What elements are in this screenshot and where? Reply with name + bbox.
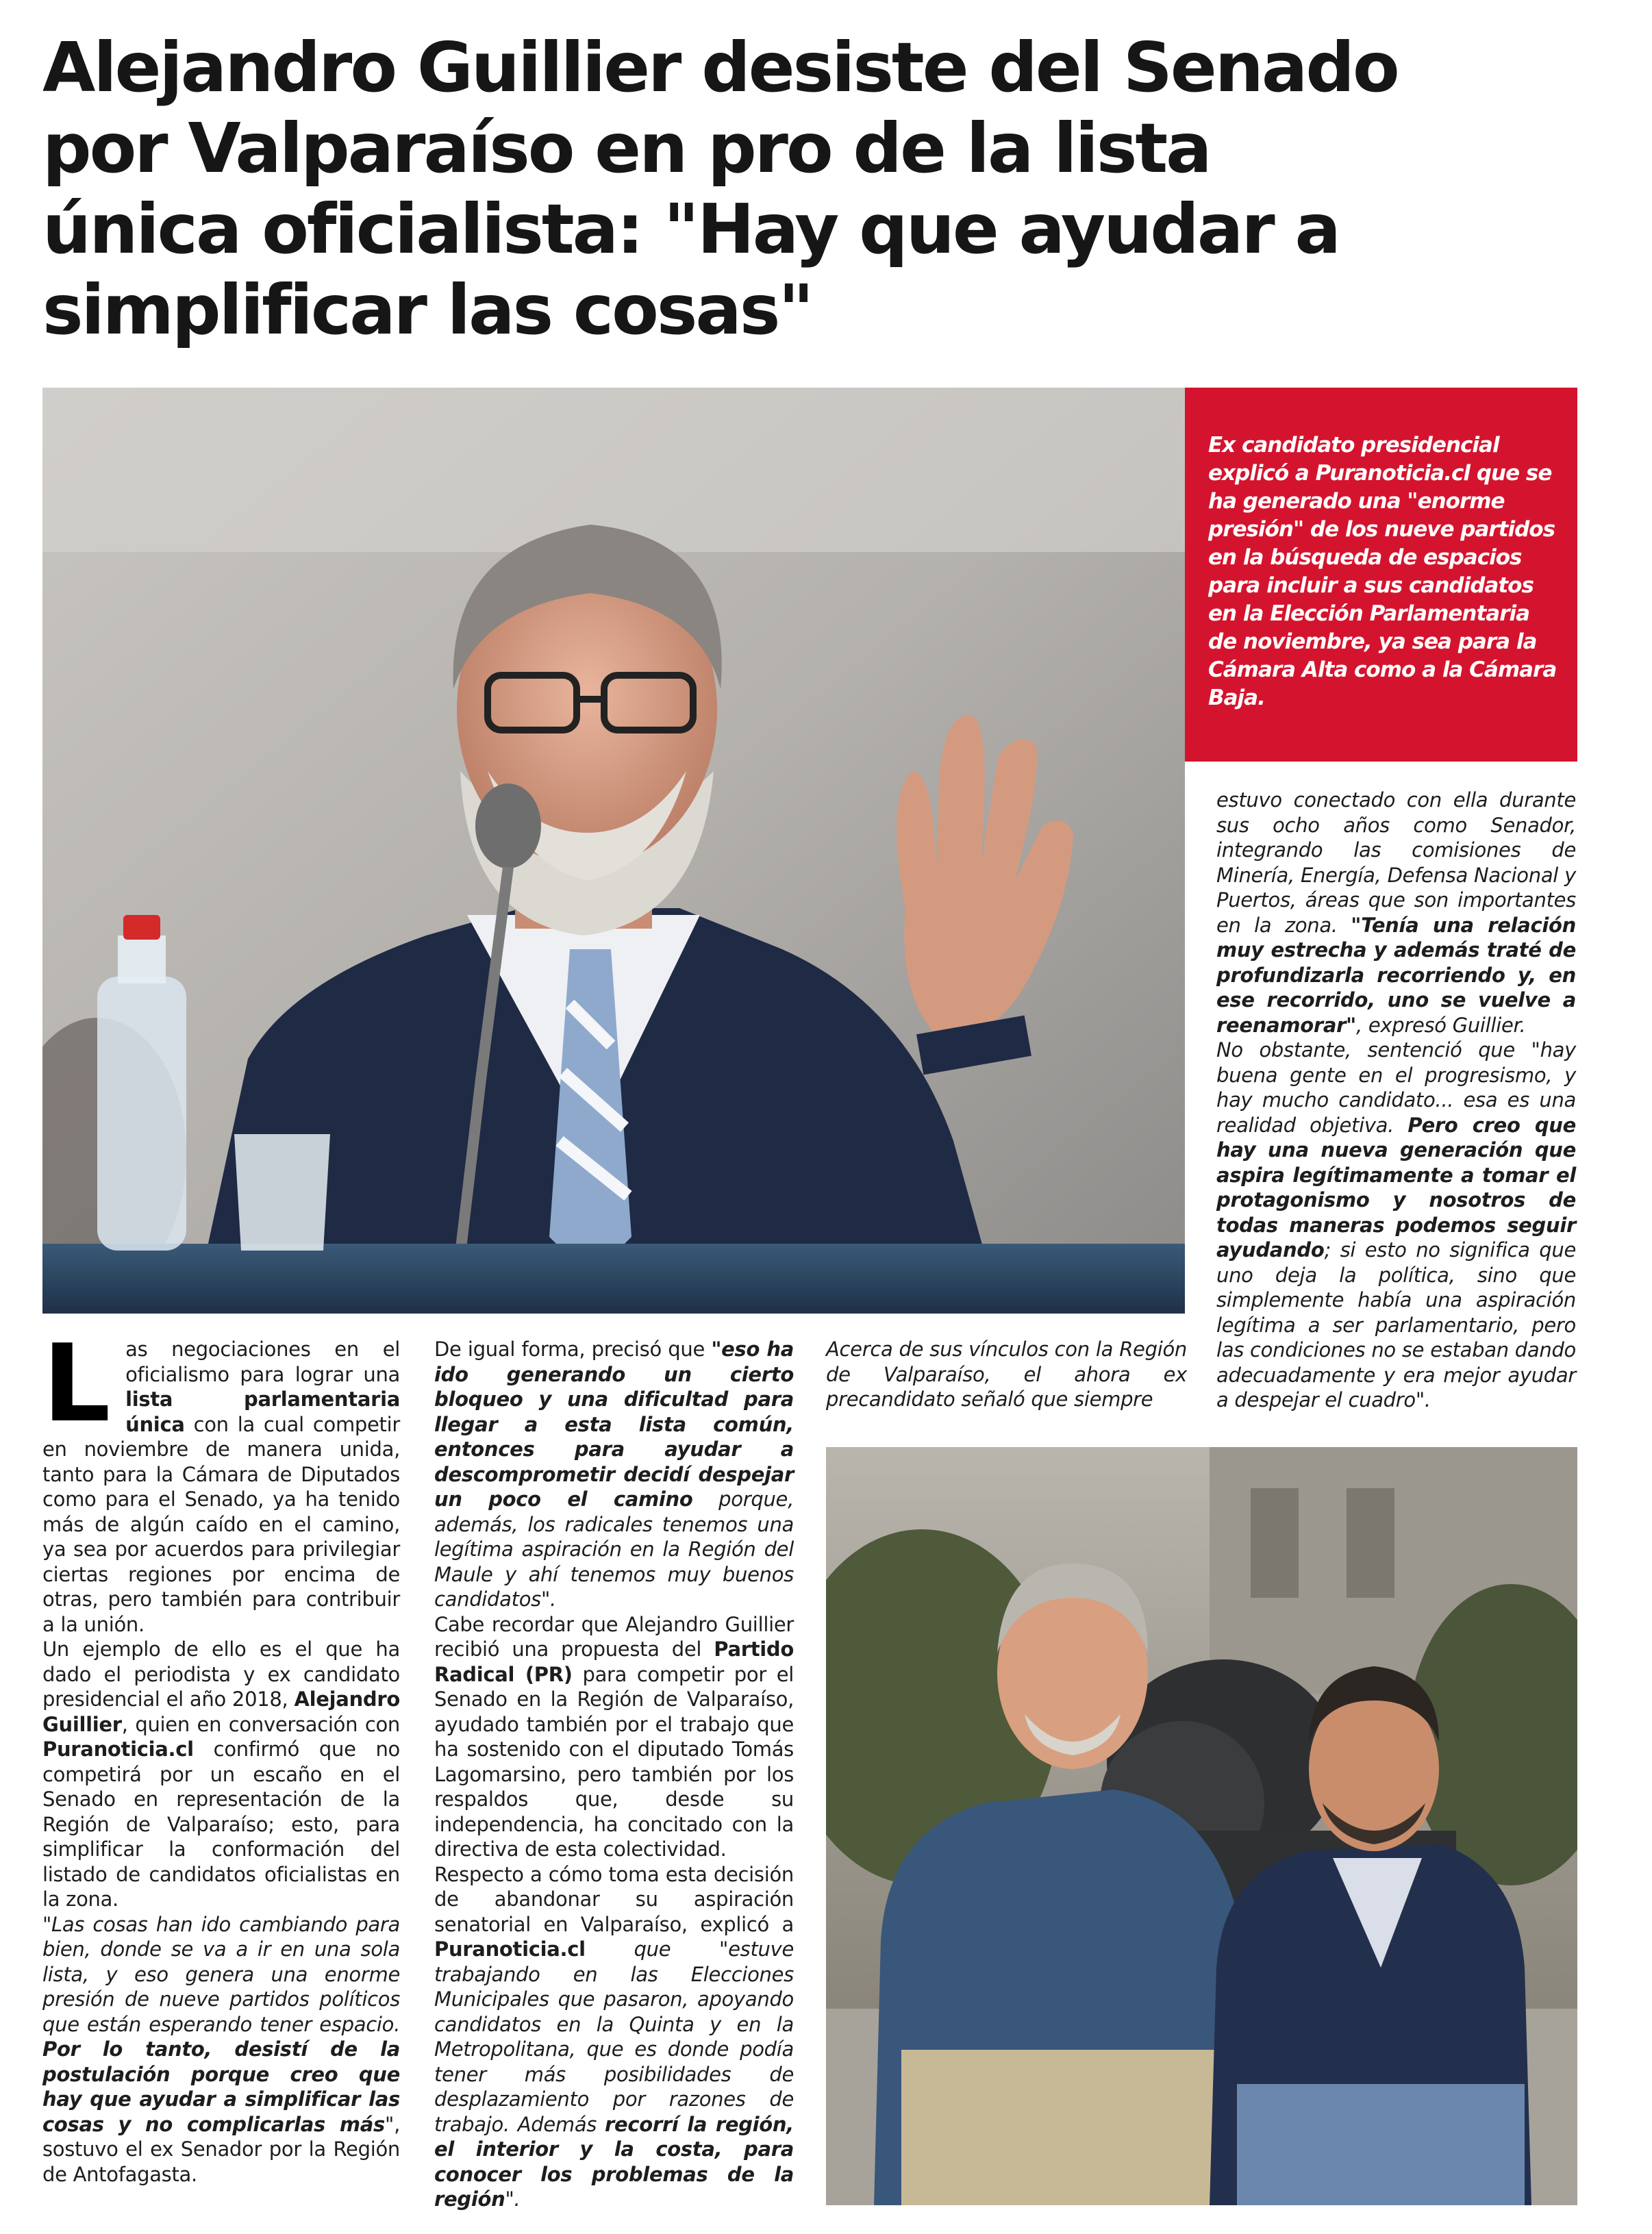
quote-run-bold: "eso ha ido generando un cierto bloqueo y una dificultad para llegar a esta lista común, entonces para ayudar a descomprometir decidí despejar un poco el camino	[434, 1338, 794, 1511]
text-run: ; si esto no significa que uno deja la política, sino que simplemente había una aspiración legítima a ser parlamentario, pero las condiciones no se estaban dando adecuadamente y era mejor ayudar a despejar el cuadro".	[1216, 1238, 1576, 1411]
paragraph-9	[1216, 1038, 1576, 1413]
text-run: Acerca de sus vínculos con la Región de Valparaíso, el ahora ex precandidato señaló que siempre	[826, 1338, 1187, 1411]
text-run: confirmó que no competirá por un escaño en el Senado en representación de la Región de Valparaíso; esto, para simplificar la conformación del listado de candidatos oficialistas en la zona.	[42, 1737, 400, 1911]
text-run: con la cual competir en noviembre de manera unida, tanto para la Cámara de Diputados como para el Senado, ya ha tenido más de algún caído en el camino, ya sea por acuerdos para privilegiar ciertas regiones por encima de otras, pero también para contribuir a la unión.	[42, 1412, 400, 1636]
paragraph-6	[434, 1862, 794, 2212]
text-run-bold: Puranoticia.cl	[42, 1737, 194, 1761]
text-run: para competir por el Senado en la Región de Valparaíso, ayudado también por el trabajo que ha sostenido con el diputado Tomás Lagomarsino, pero también por los respaldos que, desde su independencia, ha concitado con la directiva de esta colectividad.	[434, 1662, 794, 1861]
text-run-bold: Alejandro Guillier	[42, 1687, 400, 1736]
text-run-bold: lista parlamentaria única	[125, 1388, 400, 1436]
quote-run: porque, además, los radicales tenemos una legítima aspiración en la Región del Maule y ahí tenemos muy buenos candidatos".	[434, 1488, 794, 1611]
quote-run: "Las cosas han ido cambiando para bien, donde se va a ir en una sola lista, y eso genera una enorme presión de nueve partidos políticos que están esperando tener espacio.	[42, 1912, 400, 2036]
text-run: , sostuvo el ex Senador por la Región de Antofagasta.	[42, 2112, 400, 2186]
article-column-3	[826, 1337, 1187, 1412]
paragraph-3	[42, 1912, 400, 2187]
quote-run-bold: Por lo tanto, desistí de la postulación porque creo que hay que ayudar a simplificar las cosas y no complicarlas más	[42, 2037, 400, 2136]
text-run: , expresó Guillier.	[1355, 1013, 1526, 1037]
paragraph-4	[434, 1337, 794, 1612]
quote-run-bold: recorrí la región, el interior y la costa, para conocer los problemas de la región	[434, 2112, 794, 2211]
text-run: Un ejemplo de ello es el que ha dado el periodista y ex candidato presidencial el año 2018,	[42, 1637, 400, 1711]
quote-run: "	[385, 2112, 395, 2136]
drop-cap: L	[42, 1321, 111, 1446]
text-run-bold: Puranoticia.cl	[434, 1937, 586, 1961]
main-photo	[42, 388, 1185, 1314]
text-run: estuvo conectado con ella durante sus ocho años como Senador, integrando las comisiones de Minería, Energía, Defensa Nacional y Puertos, áreas que son importantes en la zona.	[1216, 788, 1576, 937]
quote-run: que "estuve trabajando en las Elecciones Municipales que pasaron, apoyando candidatos en la Quinta y en la Metropolitana, que es donde podía tener más posibilidades de desplazamiento por razones de trabajo. Además	[434, 1937, 794, 2136]
headline-line-3: única oficialista: "Hay que ayudar a	[42, 189, 1339, 269]
quote-run: ".	[505, 2187, 521, 2211]
headline-line-4: simplificar las cosas"	[42, 270, 812, 350]
second-photo	[826, 1447, 1577, 2205]
article-column-1	[42, 1321, 400, 2187]
summary-text: Ex candidato presidencial explicó a Puranoticia.cl que se ha generado una "enorme presión" de los nueve partidos en la búsqueda de espacios para incluir a sus candidatos en la Elección Parlamentaria de noviembre, ya sea para la Cámara Alta como a la Cámara Baja.	[1208, 433, 1557, 710]
text-run: as negociaciones en el oficialismo para lograr una	[125, 1338, 400, 1386]
second-photo-illustration	[826, 1447, 1577, 2205]
text-run-bold: Partido Radical (PR)	[434, 1637, 794, 1686]
text-run: Cabe recordar que Alejandro Guillier recibió una propuesta del	[434, 1612, 794, 1661]
paragraph-8	[1216, 788, 1576, 1038]
text-run: Respecto a cómo toma esta decisión de abandonar su aspiración senatorial en Valparaíso, explicó a	[434, 1862, 794, 1936]
article-column-4	[1216, 788, 1576, 1413]
quote-run-bold: Pero creo que hay una nueva generación que aspira legítimamente a tomar el protagonismo y nosotros de todas maneras podemos seguir ayudando	[1216, 1113, 1576, 1262]
paragraph-2	[42, 1637, 400, 1912]
main-photo-illustration	[42, 388, 1185, 1314]
text-run: , quien en conversación con	[121, 1712, 400, 1736]
headline	[42, 27, 1618, 351]
summary-box	[1185, 388, 1577, 762]
headline-line-2: por Valparaíso en pro de la lista	[42, 108, 1210, 188]
article-column-2	[434, 1337, 794, 2212]
paragraph-1	[42, 1321, 400, 1637]
text-run: De igual forma, precisó que	[434, 1338, 705, 1361]
quote-run-bold: "Tenía una relación muy estrecha y además traté de profundizarla recorriendo y, en ese recorrido, uno se vuelve a reenamorar"	[1216, 913, 1576, 1037]
headline-line-1: Alejandro Guillier desiste del Senado	[42, 27, 1398, 108]
paragraph-5	[434, 1612, 794, 1862]
text-run: No obstante, sentenció que "hay buena gente en el progresismo, y hay mucho candidato... esa es una realidad objetiva.	[1216, 1038, 1576, 1137]
paragraph-7	[826, 1337, 1187, 1412]
